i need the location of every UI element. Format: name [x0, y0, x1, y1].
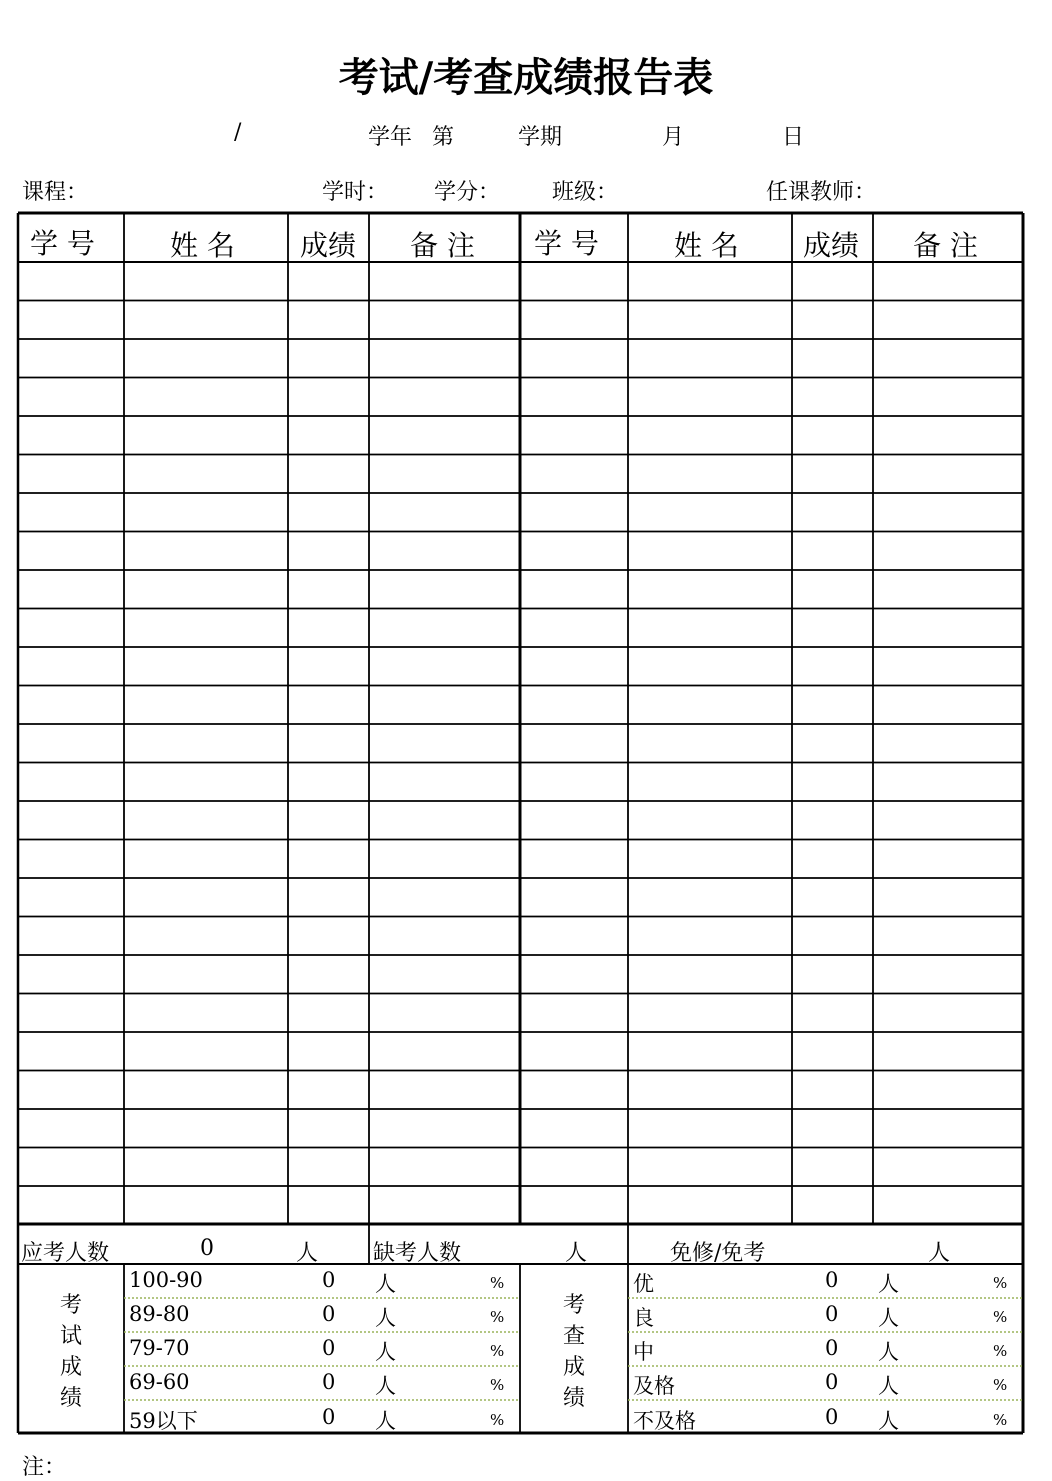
- assessment-grade-count: 0: [825, 1370, 839, 1394]
- expected-count-value: 0: [200, 1236, 214, 1261]
- header-student-id-right: 学 号: [534, 227, 599, 260]
- exempt-count-unit: 人: [928, 1241, 951, 1266]
- exam-score-range-count: 0: [322, 1405, 336, 1429]
- note-label: 注：: [22, 1455, 67, 1480]
- header-score-right: 成绩: [803, 229, 860, 262]
- month-label: 月: [662, 125, 685, 150]
- assessment-grade-unit: 人: [878, 1340, 899, 1364]
- header-name-left: 姓 名: [170, 229, 235, 262]
- report-title: 考试/考查成绩报告表: [338, 54, 714, 101]
- assessment-grade-unit: 人: [878, 1409, 899, 1433]
- header-name-right: 姓 名: [674, 229, 739, 262]
- assessment-grade-percent: %: [993, 1308, 1008, 1326]
- exam-score-range-count: 0: [322, 1370, 336, 1394]
- assessment-grade-count: 0: [825, 1336, 839, 1360]
- absent-count-label: 缺考人数: [373, 1241, 462, 1266]
- assessment-grade-percent: %: [993, 1411, 1008, 1429]
- exam-score-range-percent: %: [490, 1376, 505, 1394]
- assessment-grade-count: 0: [825, 1268, 839, 1292]
- assessment-grade-count: 0: [825, 1405, 839, 1429]
- assessment-grade-label: 良: [633, 1306, 654, 1330]
- teacher-label: 任课教师：: [766, 180, 877, 205]
- course-label: 课程：: [22, 180, 89, 205]
- exam-score-range-label: 100-90: [129, 1268, 203, 1292]
- assessment-grade-percent: %: [993, 1274, 1008, 1292]
- assessment-grade-percent: %: [993, 1342, 1008, 1360]
- exam-score-range-percent: %: [490, 1308, 505, 1326]
- header-remarks-left: 备 注: [410, 229, 475, 262]
- exam-score-range-unit: 人: [375, 1340, 396, 1364]
- term-label: 学期: [518, 125, 563, 150]
- exam-score-range-unit: 人: [375, 1306, 396, 1330]
- expected-count-unit: 人: [296, 1241, 319, 1266]
- assessment-grade-percent: %: [993, 1376, 1008, 1394]
- exam-score-range-label: 89-80: [129, 1302, 190, 1326]
- exam-score-range-count: 0: [322, 1302, 336, 1326]
- assessment-grade-label: 不及格: [633, 1409, 696, 1433]
- expected-count-label: 应考人数: [21, 1241, 110, 1266]
- header-remarks-right: 备 注: [913, 229, 978, 262]
- hours-label: 学时：: [322, 180, 389, 205]
- day-label: 日: [782, 125, 805, 150]
- academic-year-label: 学年: [368, 125, 413, 150]
- assessment-grade-count: 0: [825, 1302, 839, 1326]
- term-prefix-label: 第: [432, 125, 455, 150]
- date-slash: /: [234, 120, 242, 145]
- exam-score-range-count: 0: [322, 1336, 336, 1360]
- class-label: 班级：: [552, 180, 619, 205]
- assessment-grade-unit: 人: [878, 1374, 899, 1398]
- header-student-id-left: 学 号: [30, 227, 95, 260]
- credits-label: 学分：: [434, 180, 501, 205]
- exam-score-range-percent: %: [490, 1274, 505, 1292]
- exam-score-range-percent: %: [490, 1411, 505, 1429]
- assessment-grade-label: 中: [633, 1340, 654, 1364]
- exempt-count-label: 免修/免考: [670, 1241, 766, 1266]
- exam-score-range-count: 0: [322, 1268, 336, 1292]
- header-score-left: 成绩: [300, 229, 357, 262]
- exam-scores-label: 考试成绩: [59, 1293, 82, 1411]
- exam-score-range-label: 79-70: [129, 1336, 190, 1360]
- assessment-scores-label: 考查成绩: [562, 1293, 585, 1411]
- exam-score-range-percent: %: [490, 1342, 505, 1360]
- absent-count-unit: 人: [565, 1241, 588, 1266]
- exam-score-range-unit: 人: [375, 1409, 396, 1433]
- exam-score-range-unit: 人: [375, 1272, 396, 1296]
- assessment-grade-unit: 人: [878, 1306, 899, 1330]
- assessment-grade-unit: 人: [878, 1272, 899, 1296]
- assessment-grade-label: 优: [633, 1272, 654, 1296]
- exam-score-range-label: 69-60: [129, 1370, 190, 1394]
- assessment-grade-label: 及格: [633, 1374, 675, 1398]
- exam-score-range-label: 59以下: [129, 1409, 198, 1433]
- exam-score-range-unit: 人: [375, 1374, 396, 1398]
